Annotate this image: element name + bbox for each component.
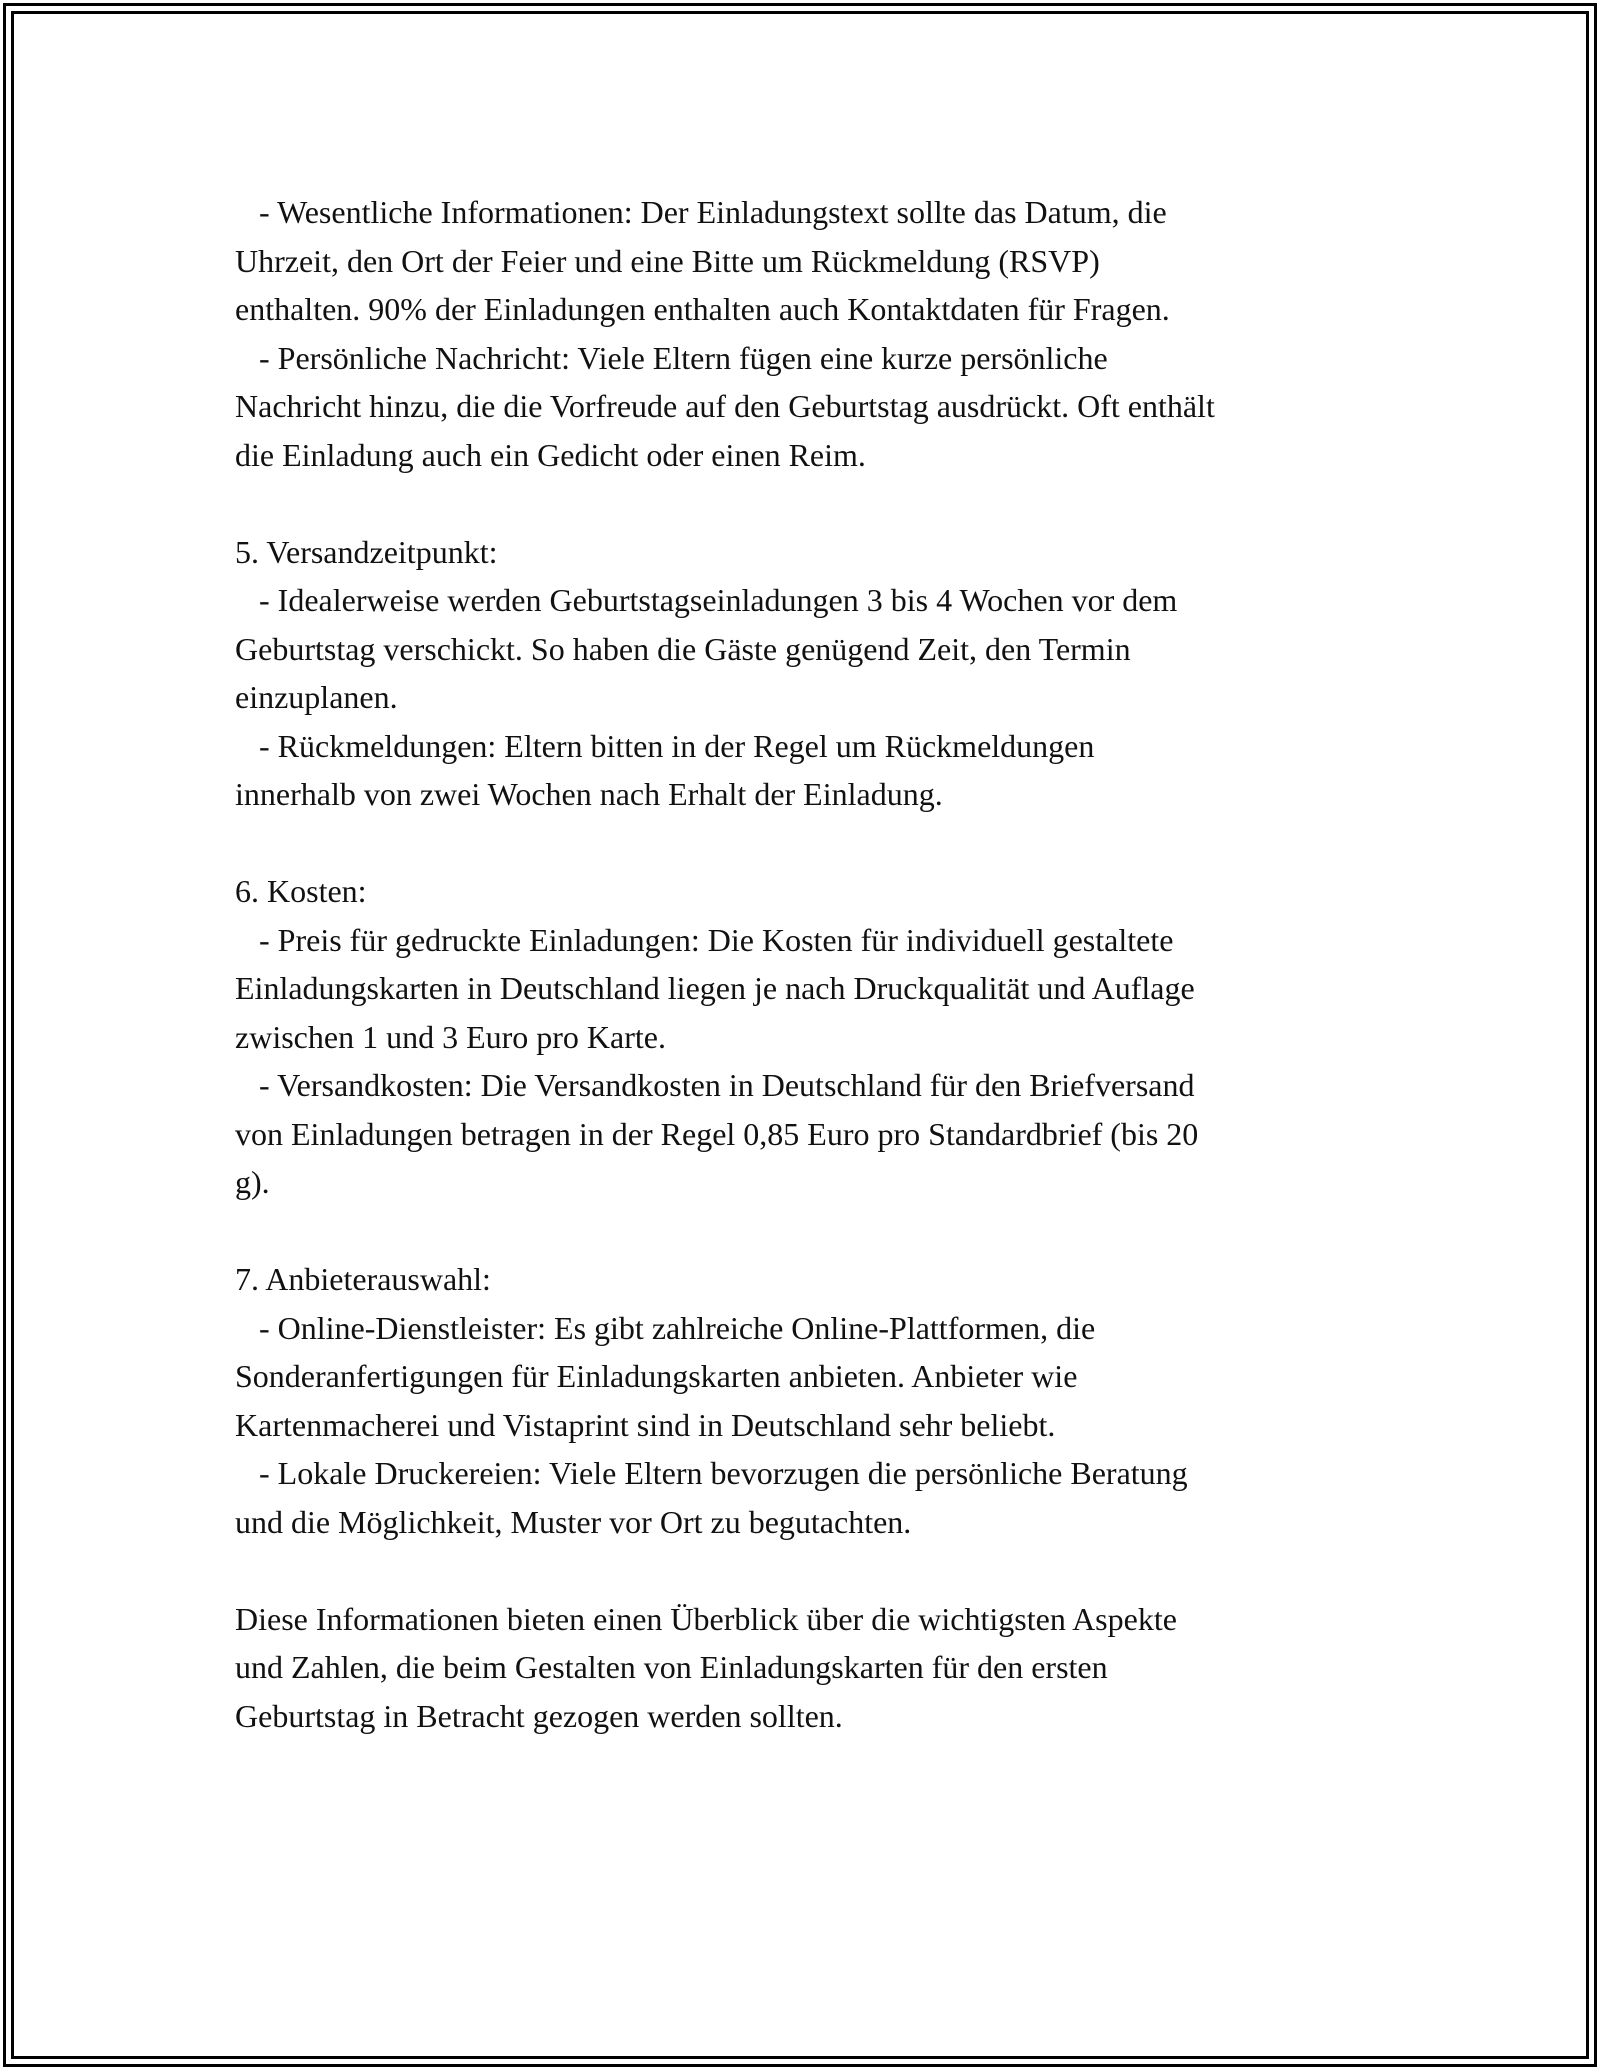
text-line: die Einladung auch ein Gedicht oder einen Reim. <box>235 436 866 473</box>
section-heading: 5. Versandzeitpunkt: <box>235 533 498 570</box>
text-line: zwischen 1 und 3 Euro pro Karte. <box>235 1018 666 1055</box>
paragraph-spacer <box>235 479 1375 528</box>
text-line: - Wesentliche Informationen: Der Einladungstext sollte das Datum, die <box>235 194 1167 230</box>
text-line: Kartenmacherei und Vistaprint sind in Deutschland sehr beliebt. <box>235 1406 1056 1443</box>
text-line: Geburtstag verschickt. So haben die Gäste genügend Zeit, den Termin <box>235 630 1131 667</box>
paragraph-spacer <box>235 819 1375 868</box>
paragraph-spacer <box>235 1546 1375 1595</box>
text-line: - Online-Dienstleister: Es gibt zahlreiche Online-Plattformen, die <box>235 1309 1096 1346</box>
text-line: - Idealerweise werden Geburtstagseinladungen 3 bis 4 Wochen vor dem <box>235 582 1178 618</box>
text-line: und die Möglichkeit, Muster vor Ort zu begutachten. <box>235 1503 912 1540</box>
paragraph-spacer <box>235 1207 1375 1256</box>
text-line: - Persönliche Nachricht: Viele Eltern fügen eine kurze persönliche <box>235 339 1108 376</box>
text-line: einzuplanen. <box>235 679 398 715</box>
section-anbieterauswahl <box>235 1255 1375 1546</box>
text-line: - Lokale Druckereien: Viele Eltern bevorzugen die persönliche Beratung <box>235 1455 1188 1491</box>
paragraph-conclusion <box>235 1595 1375 1741</box>
paragraph-invitation-text <box>235 188 1375 479</box>
text-line: - Rückmeldungen: Eltern bitten in der Regel um Rückmeldungen <box>235 727 1095 764</box>
text-line: innerhalb von zwei Wochen nach Erhalt der Einladung. <box>235 776 943 812</box>
text-line: Uhrzeit, den Ort der Feier und eine Bitte um Rückmeldung (RSVP) <box>235 242 1100 279</box>
section-kosten <box>235 867 1375 1207</box>
text-line: - Preis für gedruckte Einladungen: Die Kosten für individuell gestaltete <box>235 921 1174 958</box>
text-line: Diese Informationen bieten einen Überblick über die wichtigsten Aspekte <box>235 1600 1177 1637</box>
text-line: Nachricht hinzu, die die Vorfreude auf den Geburtstag ausdrückt. Oft enthält <box>235 388 1215 424</box>
text-line: Sonderanfertigungen für Einladungskarten anbieten. Anbieter wie <box>235 1358 1078 1394</box>
text-line: g). <box>235 1164 270 1200</box>
text-line: Geburtstag in Betracht gezogen werden sollten. <box>235 1697 843 1734</box>
text-line: von Einladungen betragen in der Regel 0,85 Euro pro Standardbrief (bis 20 <box>235 1115 1199 1152</box>
section-heading: 7. Anbieterauswahl: <box>235 1261 491 1297</box>
text-line: - Versandkosten: Die Versandkosten in Deutschland für den Briefversand <box>235 1067 1195 1103</box>
text-line: Einladungskarten in Deutschland liegen je nach Druckqualität und Auflage <box>235 970 1195 1006</box>
text-line: und Zahlen, die beim Gestalten von Einladungskarten für den ersten <box>235 1649 1108 1685</box>
document-body <box>235 188 1375 1740</box>
section-heading: 6. Kosten: <box>235 873 367 909</box>
text-line: enthalten. 90% der Einladungen enthalten auch Kontaktdaten für Fragen. <box>235 291 1170 327</box>
section-versandzeitpunkt <box>235 528 1375 819</box>
